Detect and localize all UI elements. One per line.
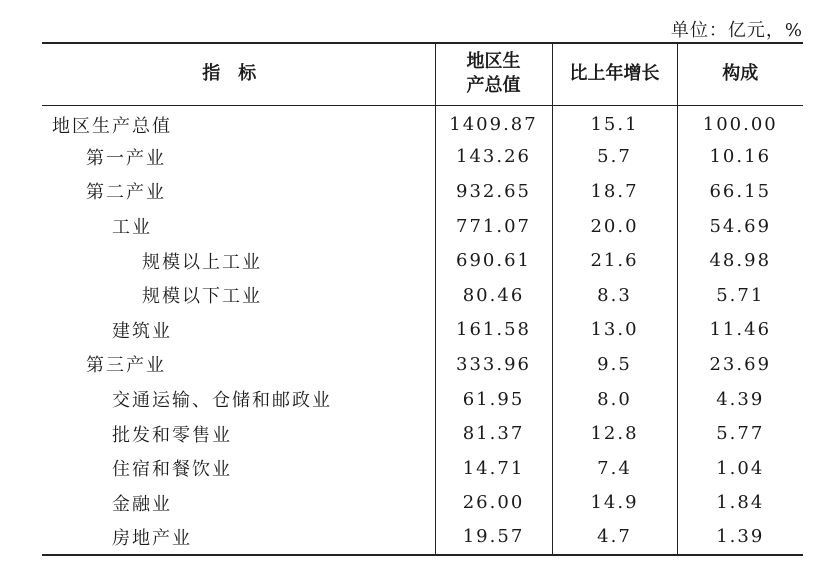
cell-growth: 8.0: [552, 382, 677, 417]
table-row: [42, 278, 803, 313]
row-label: 规模以下工业: [142, 286, 262, 308]
cell-gdp: 1409.87: [435, 105, 552, 140]
table-row: [42, 105, 803, 140]
table-row: [42, 416, 803, 451]
cell-composition: 54.69: [677, 209, 803, 244]
row-label: 住宿和餐饮业: [112, 459, 232, 481]
cell-gdp: 771.07: [435, 209, 552, 244]
table-row: [42, 382, 803, 417]
table-row: [42, 243, 803, 278]
row-label: 第三产业: [86, 355, 166, 377]
cell-gdp: 80.46: [435, 278, 552, 313]
row-label: 交通运输、仓储和邮政业: [112, 390, 332, 412]
cell-composition: 11.46: [677, 313, 803, 348]
row-label: 规模以上工业: [142, 251, 262, 273]
row-label: 地区生产总值: [52, 115, 172, 137]
cell-gdp: 26.00: [435, 486, 552, 521]
header-row: [42, 43, 803, 105]
cell-gdp: 19.57: [435, 520, 552, 555]
row-label: 工业: [112, 217, 152, 239]
table-row: [42, 209, 803, 244]
cell-composition: 66.15: [677, 174, 803, 209]
cell-composition: 100.00: [677, 105, 803, 140]
table-row: [42, 486, 803, 521]
row-label: 房地产业: [42, 520, 435, 555]
table-row: [42, 174, 803, 209]
cell-gdp: 61.95: [435, 382, 552, 417]
cell-growth: 12.8: [552, 416, 677, 451]
gdp-table: [42, 42, 803, 556]
cell-growth: 18.7: [552, 174, 677, 209]
table-row: [42, 313, 803, 348]
cell-growth: 9.5: [552, 347, 677, 382]
row-label: 第二产业: [86, 182, 166, 204]
table-row: [42, 520, 803, 555]
cell-growth: 20.0: [552, 209, 677, 244]
cell-gdp: 81.37: [435, 416, 552, 451]
cell-growth: 8.3: [552, 278, 677, 313]
unit-note: 单位：亿元，%: [670, 20, 803, 41]
table-row: [42, 451, 803, 486]
header-composition: 构成: [677, 43, 803, 105]
row-label: 第一产业: [86, 147, 166, 169]
cell-gdp: 333.96: [435, 347, 552, 382]
cell-gdp: 161.58: [435, 313, 552, 348]
header-gdp-line2: 产总值: [466, 75, 521, 97]
table-body: [42, 105, 803, 555]
cell-composition: 23.69: [677, 347, 803, 382]
table-row: [42, 347, 803, 382]
cell-growth: 4.7: [552, 520, 677, 555]
row-label: 批发和零售业: [112, 424, 232, 446]
cell-composition: 10.16: [677, 140, 803, 175]
header-gdp: [435, 43, 552, 105]
cell-composition: 1.84: [677, 486, 803, 521]
table-row: [42, 140, 803, 175]
header-growth: 比上年增长: [552, 43, 677, 105]
table-header: [42, 43, 803, 105]
cell-gdp: 143.26: [435, 140, 552, 175]
cell-gdp: 932.65: [435, 174, 552, 209]
cell-gdp: 14.71: [435, 451, 552, 486]
row-label: 金融业: [112, 493, 172, 515]
cell-composition: 48.98: [677, 243, 803, 278]
cell-growth: 14.9: [552, 486, 677, 521]
cell-growth: 7.4: [552, 451, 677, 486]
cell-composition: 5.71: [677, 278, 803, 313]
header-indicator: 指标: [42, 43, 435, 105]
cell-composition: 4.39: [677, 382, 803, 417]
cell-growth: 21.6: [552, 243, 677, 278]
cell-composition: 1.39: [677, 520, 803, 555]
cell-growth: 15.1: [552, 105, 677, 140]
row-label: 建筑业: [112, 320, 172, 342]
cell-gdp: 690.61: [435, 243, 552, 278]
cell-growth: 13.0: [552, 313, 677, 348]
cell-growth: 5.7: [552, 140, 677, 175]
cell-composition: 1.04: [677, 451, 803, 486]
cell-composition: 5.77: [677, 416, 803, 451]
header-gdp-line1: 地区生: [466, 51, 521, 73]
